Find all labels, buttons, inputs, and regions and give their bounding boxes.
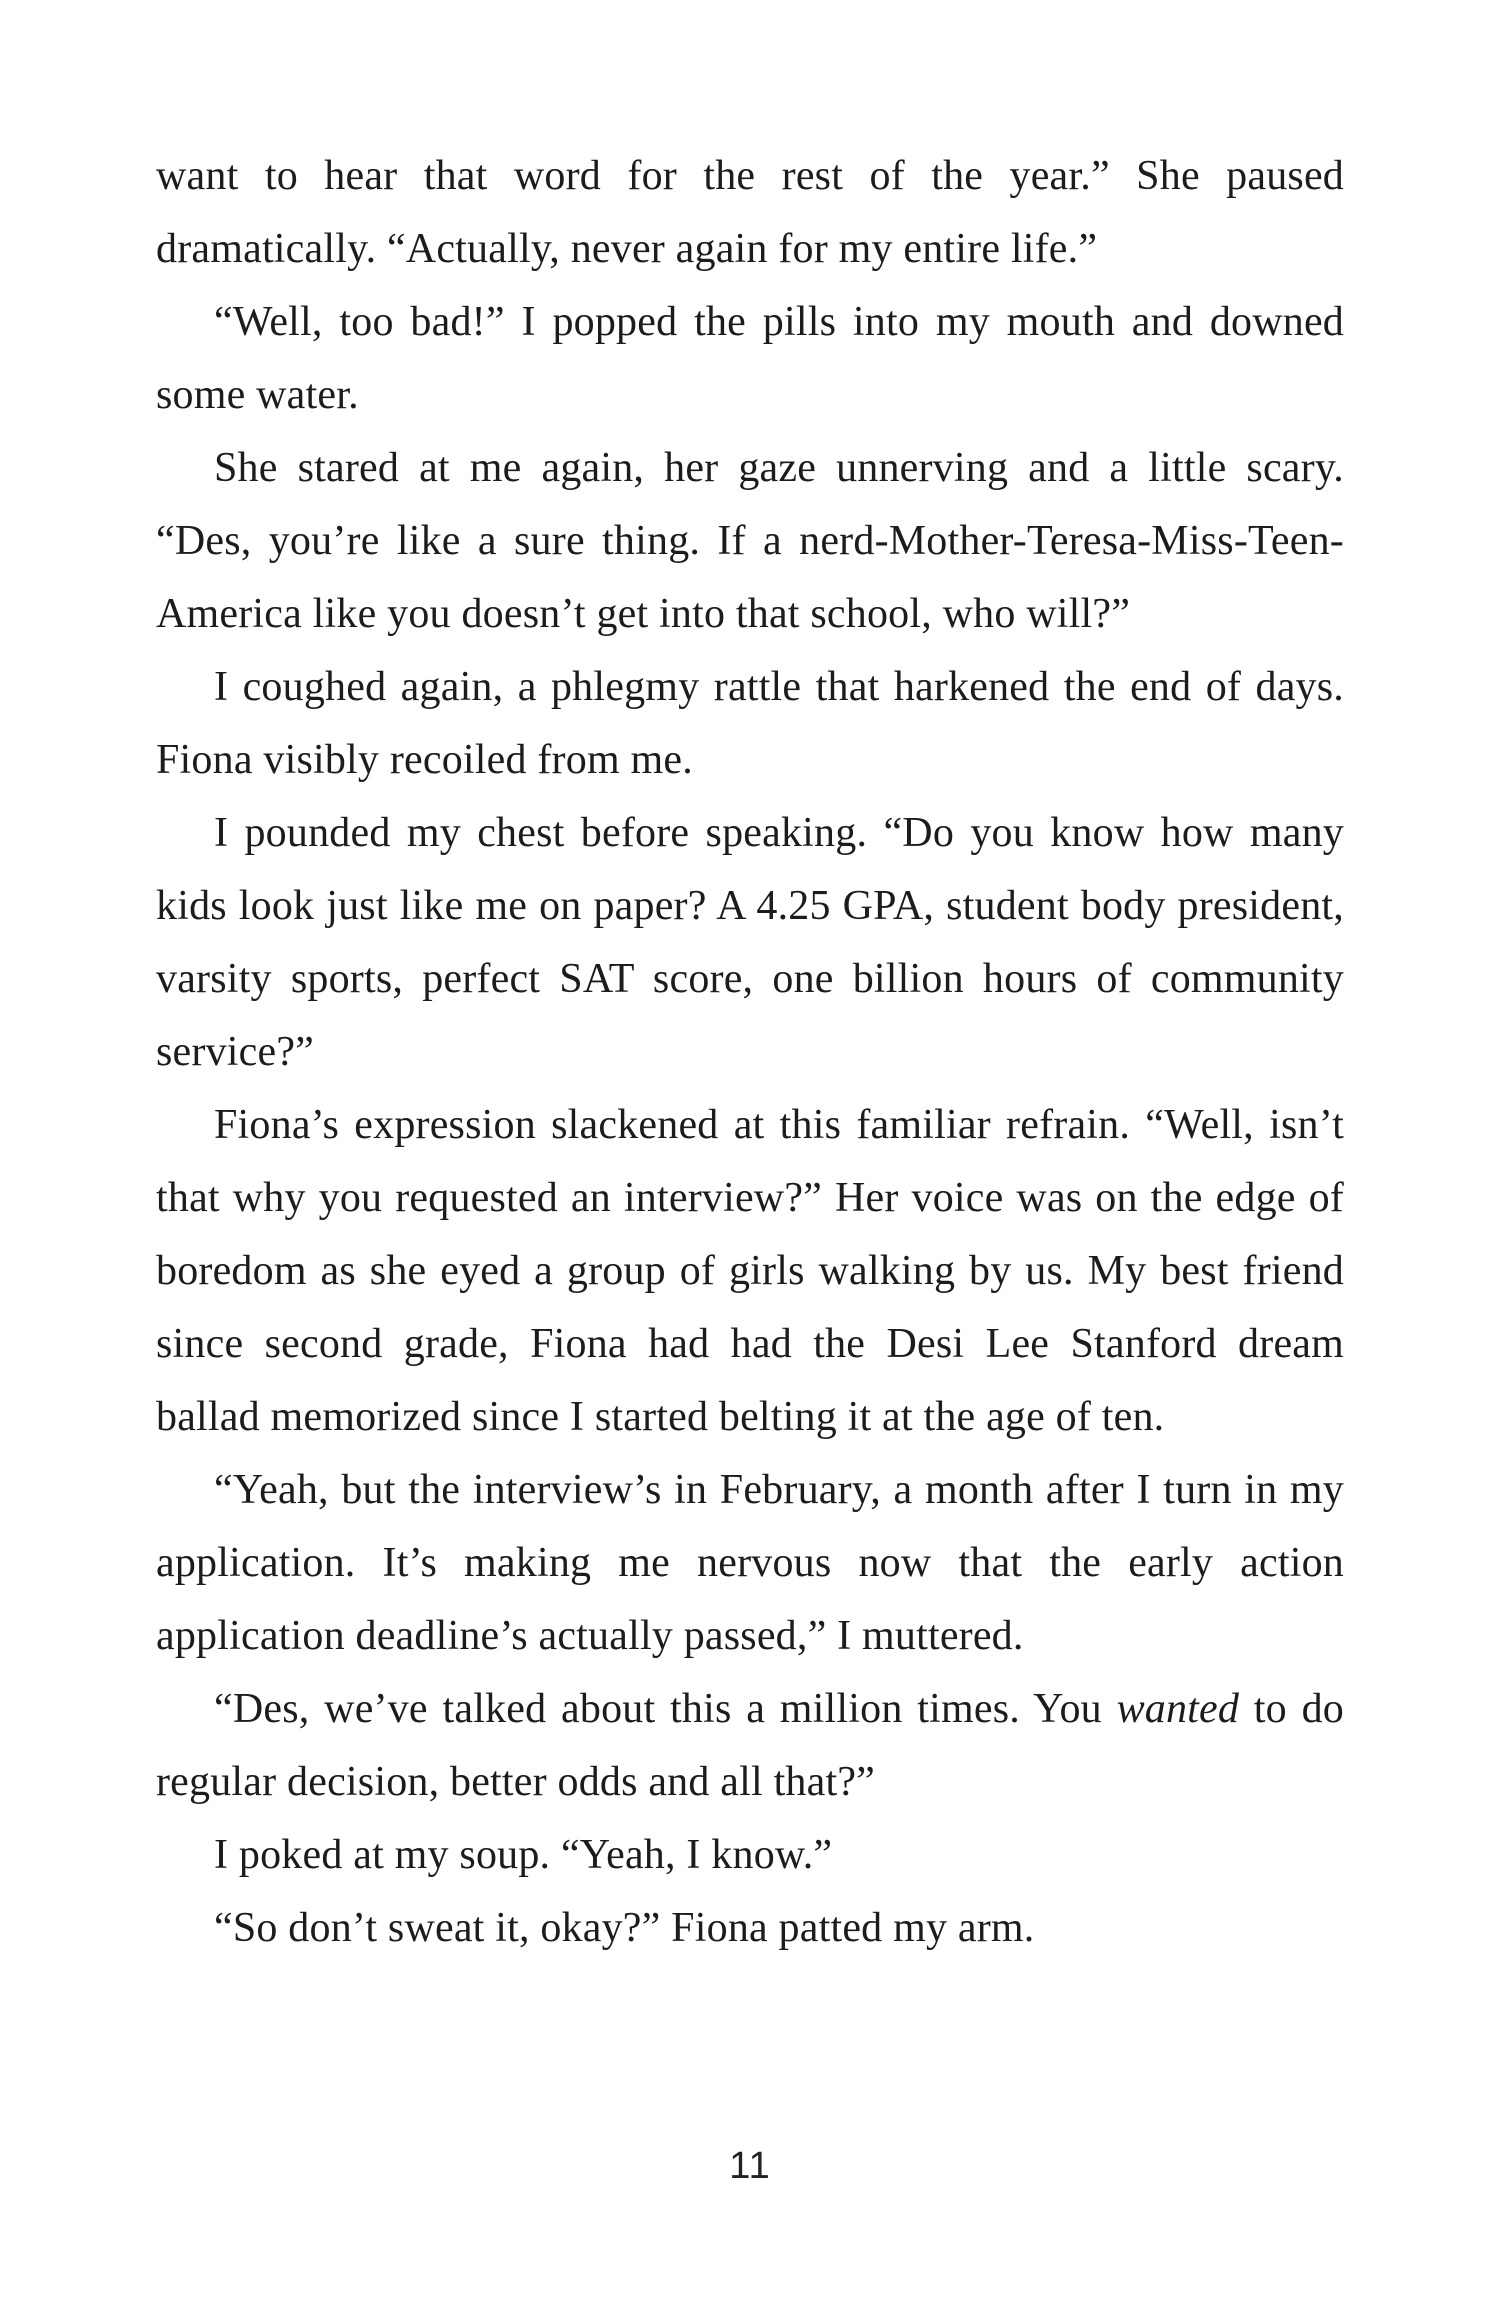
paragraph: I pounded my chest before speaking. “Do you know how many kids look just like me on paper? A 4.25 GPA, student body president, varsity sports, perfect SAT score, one billion hours of community service?”	[156, 810, 1344, 1075]
paragraph	[156, 1673, 1344, 1819]
body-text	[156, 140, 1344, 1965]
paragraph: “Well, too bad!” I popped the pills into my mouth and downed some water.	[156, 299, 1344, 418]
paragraph: I poked at my soup. “Yeah, I know.”	[214, 1832, 833, 1878]
page-number: 11	[729, 2145, 771, 2187]
paragraph-text: to do regular decision, better odds and all that?”	[156, 1686, 1344, 1805]
paragraph-text: “Des, we’ve talked about this a million times. You	[214, 1686, 1117, 1732]
paragraph: “So don’t sweat it, okay?” Fiona patted my arm.	[214, 1905, 1035, 1951]
paragraph: I coughed again, a phlegmy rattle that harkened the end of days. Fiona visibly recoiled from me.	[156, 664, 1344, 783]
paragraph: “Yeah, but the interview’s in February, a month after I turn in my application. It’s making me nervous now that the early action application deadline’s actually passed,” I muttered.	[156, 1467, 1344, 1659]
emphasized-word: wanted	[1116, 1686, 1240, 1732]
paragraph: She stared at me again, her gaze unnerving and a little scary. “Des, you’re like a sure thing. If a nerd-Mother-Teresa-Miss-Teen-America like you doesn’t get into that school, who will?”	[156, 445, 1344, 637]
paragraph: Fiona’s expression slackened at this familiar refrain. “Well, isn’t that why you requested an interview?” Her voice was on the edge of boredom as she eyed a group of girls walking by us. My best friend since second grade, Fiona had had the Desi Lee Stanford dream ballad memorized since I started belting it at the age of ten.	[156, 1102, 1344, 1440]
paragraph-continued: want to hear that word for the rest of the year.” She paused dramatically. “Actually, never again for my entire life.”	[156, 153, 1344, 272]
